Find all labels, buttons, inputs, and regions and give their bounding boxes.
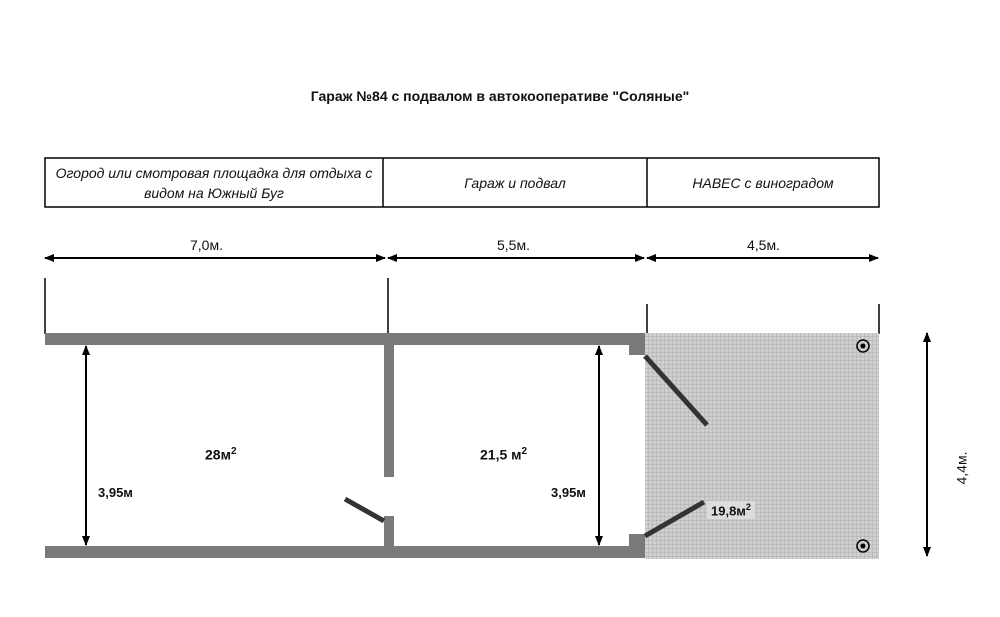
dimension-label-len2: 5,5м. (497, 237, 530, 253)
wall-stub-top (629, 345, 645, 355)
legend-cell-garden: Огород или смотровая площадка для отдыха с видом на Южный Буг (55, 164, 373, 201)
canopy-area (645, 333, 879, 559)
height-label-total: 4,4м. (953, 451, 970, 485)
height-label-room2: 3,95м (551, 485, 586, 500)
dimension-label-len1: 7,0м. (190, 237, 223, 253)
dimension-label-len3: 4,5м. (747, 237, 780, 253)
inner-door (345, 499, 384, 521)
wall-top (45, 333, 645, 345)
height-label-room1: 3,95м (98, 485, 133, 500)
legend-cell-canopy: НАВЕС с виноградом (692, 174, 834, 191)
wall-partition-lower (384, 516, 394, 546)
diagram-title: Гараж №84 с подвалом в автокооперативе "Соляные" (310, 88, 690, 104)
area-label-room2: 21,5 $м^2$ (480, 446, 528, 463)
area-label-room1: $28м^2$ (205, 446, 237, 463)
wall-stub-bottom (629, 534, 645, 546)
area-label-canopy: $19,8м^2$ (707, 501, 755, 519)
wall-partition-upper (384, 345, 394, 477)
legend-cell-garage: Гараж и подвал (464, 174, 566, 191)
wall-bottom (45, 546, 645, 558)
